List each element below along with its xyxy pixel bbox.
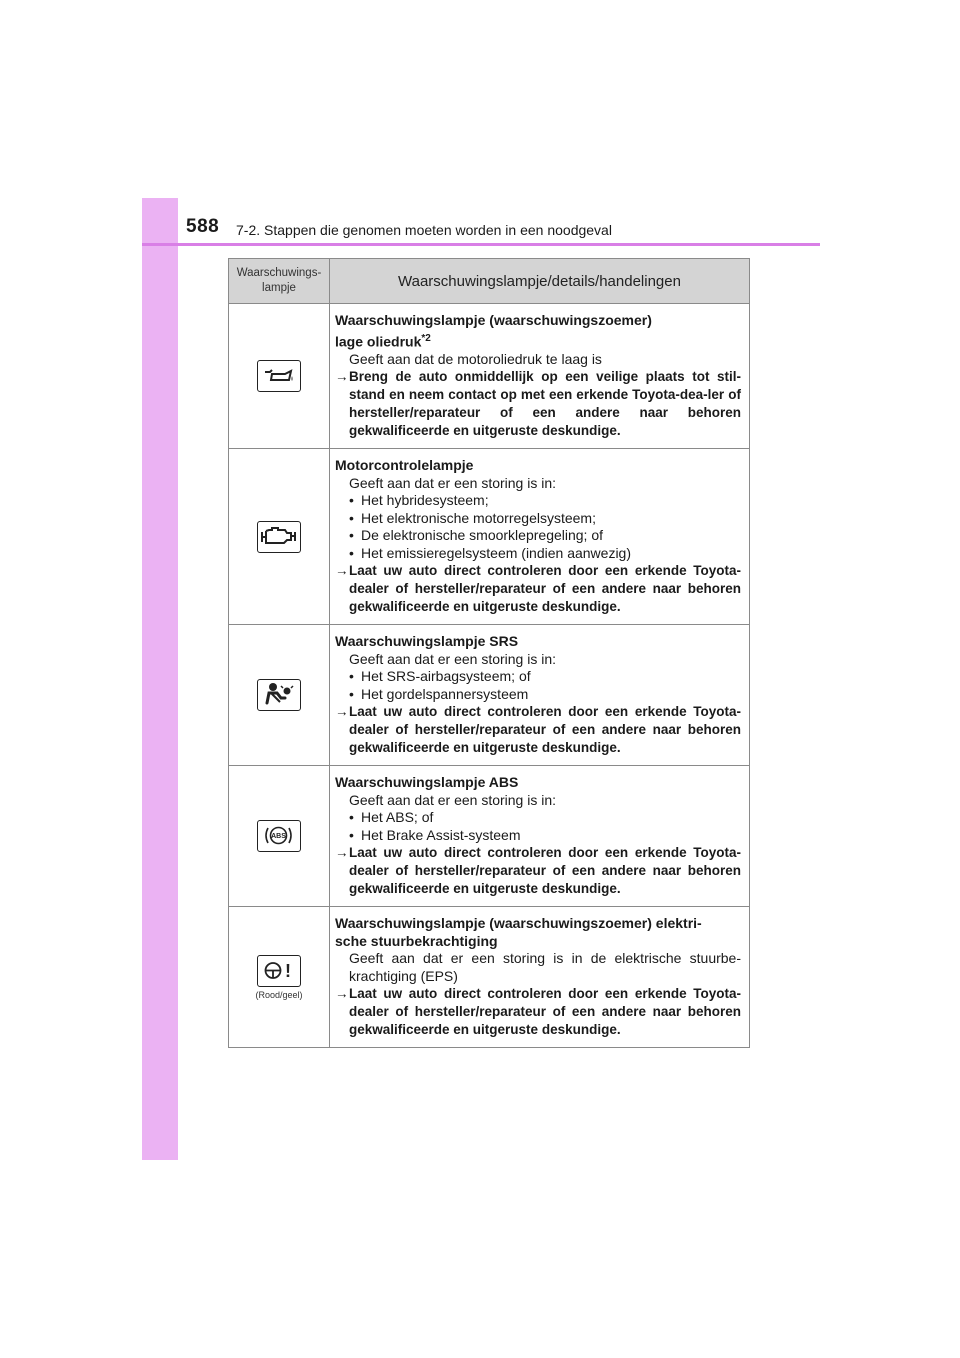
arrow-icon: → [335, 563, 349, 579]
oil-pressure-icon [257, 360, 301, 392]
table-row [229, 304, 750, 449]
table-row [229, 766, 750, 907]
row-action-text: Laat uw auto direct controleren door een erkende Toyota-dealer of hersteller/reparateur of een andere naar behoren gekwalificeerde en uitgeruste deskundige. [349, 563, 741, 615]
row-title-line2: sche stuurbekrachtiging [335, 932, 498, 949]
arrow-icon: → [335, 986, 349, 1002]
arrow-icon: → [335, 845, 349, 861]
row-title: Motorcontrolelampje [335, 457, 474, 474]
icon-cell [229, 766, 330, 907]
list-item: • Het gordelspannersysteem [335, 686, 741, 704]
list-item: • De elektronische smoorklepregeling; of [335, 527, 741, 545]
details-cell [330, 907, 750, 1048]
list-item: • Het elektronische motorregelsysteem; [335, 510, 741, 528]
table-header-row [229, 259, 750, 304]
details-cell [330, 625, 750, 766]
abs-label: ABS [271, 833, 286, 841]
srs-airbag-icon [257, 679, 301, 711]
row-description: Geeft aan dat er een storing is in de elektrische stuurbe-krachtiging (EPS) [349, 950, 741, 984]
row-title: Waarschuwingslampje ABS [335, 774, 519, 791]
row-title: Waarschuwingslampje (waarschuwingszoemer) elektri- [335, 915, 702, 932]
column-header-details: Waarschuwingslampje/details/handelingen [330, 259, 750, 304]
row-action-text: Breng de auto onmiddellijk op een veilige plaats tot stil-stand en neem contact op met een erkende Toyota-dea-ler of hersteller/reparateur of een andere naar behoren gekwalificeerde en uitgeruste deskundige. [349, 369, 741, 439]
warning-lights-table [228, 258, 750, 1048]
arrow-icon: → [335, 704, 349, 720]
row-action [335, 844, 741, 898]
details-cell [330, 449, 750, 625]
list-item: • Het emissieregelsysteem (indien aanwezig) [335, 545, 741, 563]
section-title: 7-2. Stappen die genomen moeten worden in een noodgeval [236, 222, 612, 238]
power-steering-icon [257, 955, 301, 987]
icon-cell [229, 449, 330, 625]
row-title-line2: lage oliedruk [335, 333, 422, 350]
header-side-band [142, 198, 178, 244]
column-header-lamp-line2: lampje [262, 282, 296, 294]
row-action [335, 368, 741, 440]
arrow-icon: → [335, 369, 349, 385]
row-title: Waarschuwingslampje (waarschuwingszoemer) [335, 312, 652, 328]
details-cell [330, 304, 750, 449]
row-description: Geeft aan dat er een storing is in: [349, 650, 557, 667]
engine-check-icon [257, 521, 301, 553]
details-cell [330, 766, 750, 907]
abs-icon [257, 820, 301, 852]
list-item: • Het SRS-airbagsysteem; of [335, 668, 741, 686]
row-description: Geeft aan dat de motoroliedruk te laag is [349, 350, 602, 367]
table-row [229, 907, 750, 1048]
row-action-text: Laat uw auto direct controleren door een erkende Toyota-dealer of hersteller/reparateur of een andere naar behoren gekwalificeerde en uitgeruste deskundige. [349, 986, 741, 1038]
footnote-marker: *2 [421, 332, 431, 344]
table-row [229, 625, 750, 766]
eps-exclamation: ! [285, 960, 291, 981]
row-action [335, 562, 741, 616]
column-header-lamp-line1: Waarschuwings- [236, 267, 322, 279]
list-item: • Het Brake Assist-systeem [335, 827, 741, 845]
side-color-band [142, 198, 178, 1160]
icon-cell [229, 304, 330, 449]
row-action [335, 703, 741, 757]
table-row [229, 449, 750, 625]
row-description: Geeft aan dat er een storing is in: [349, 791, 557, 808]
list-item: • Het hybridesysteem; [335, 492, 741, 510]
page-number: 588 [186, 216, 220, 237]
icon-cell [229, 907, 330, 1048]
row-action-text: Laat uw auto direct controleren door een erkende Toyota-dealer of hersteller/reparateur of een andere naar behoren gekwalificeerde en uitgeruste deskundige. [349, 845, 741, 897]
list-item: • Het ABS; of [335, 809, 741, 827]
row-action [335, 985, 741, 1039]
icon-color-note: (Rood/geel) [255, 989, 303, 1000]
row-title: Waarschuwingslampje SRS [335, 633, 519, 650]
icon-cell [229, 625, 330, 766]
row-description: Geeft aan dat er een storing is in: [349, 474, 557, 491]
header-rule [142, 243, 820, 246]
row-action-text: Laat uw auto direct controleren door een erkende Toyota-dealer of hersteller/reparateur of een andere naar behoren gekwalificeerde en uitgeruste deskundige. [349, 704, 741, 756]
column-header-lamp [229, 259, 330, 304]
